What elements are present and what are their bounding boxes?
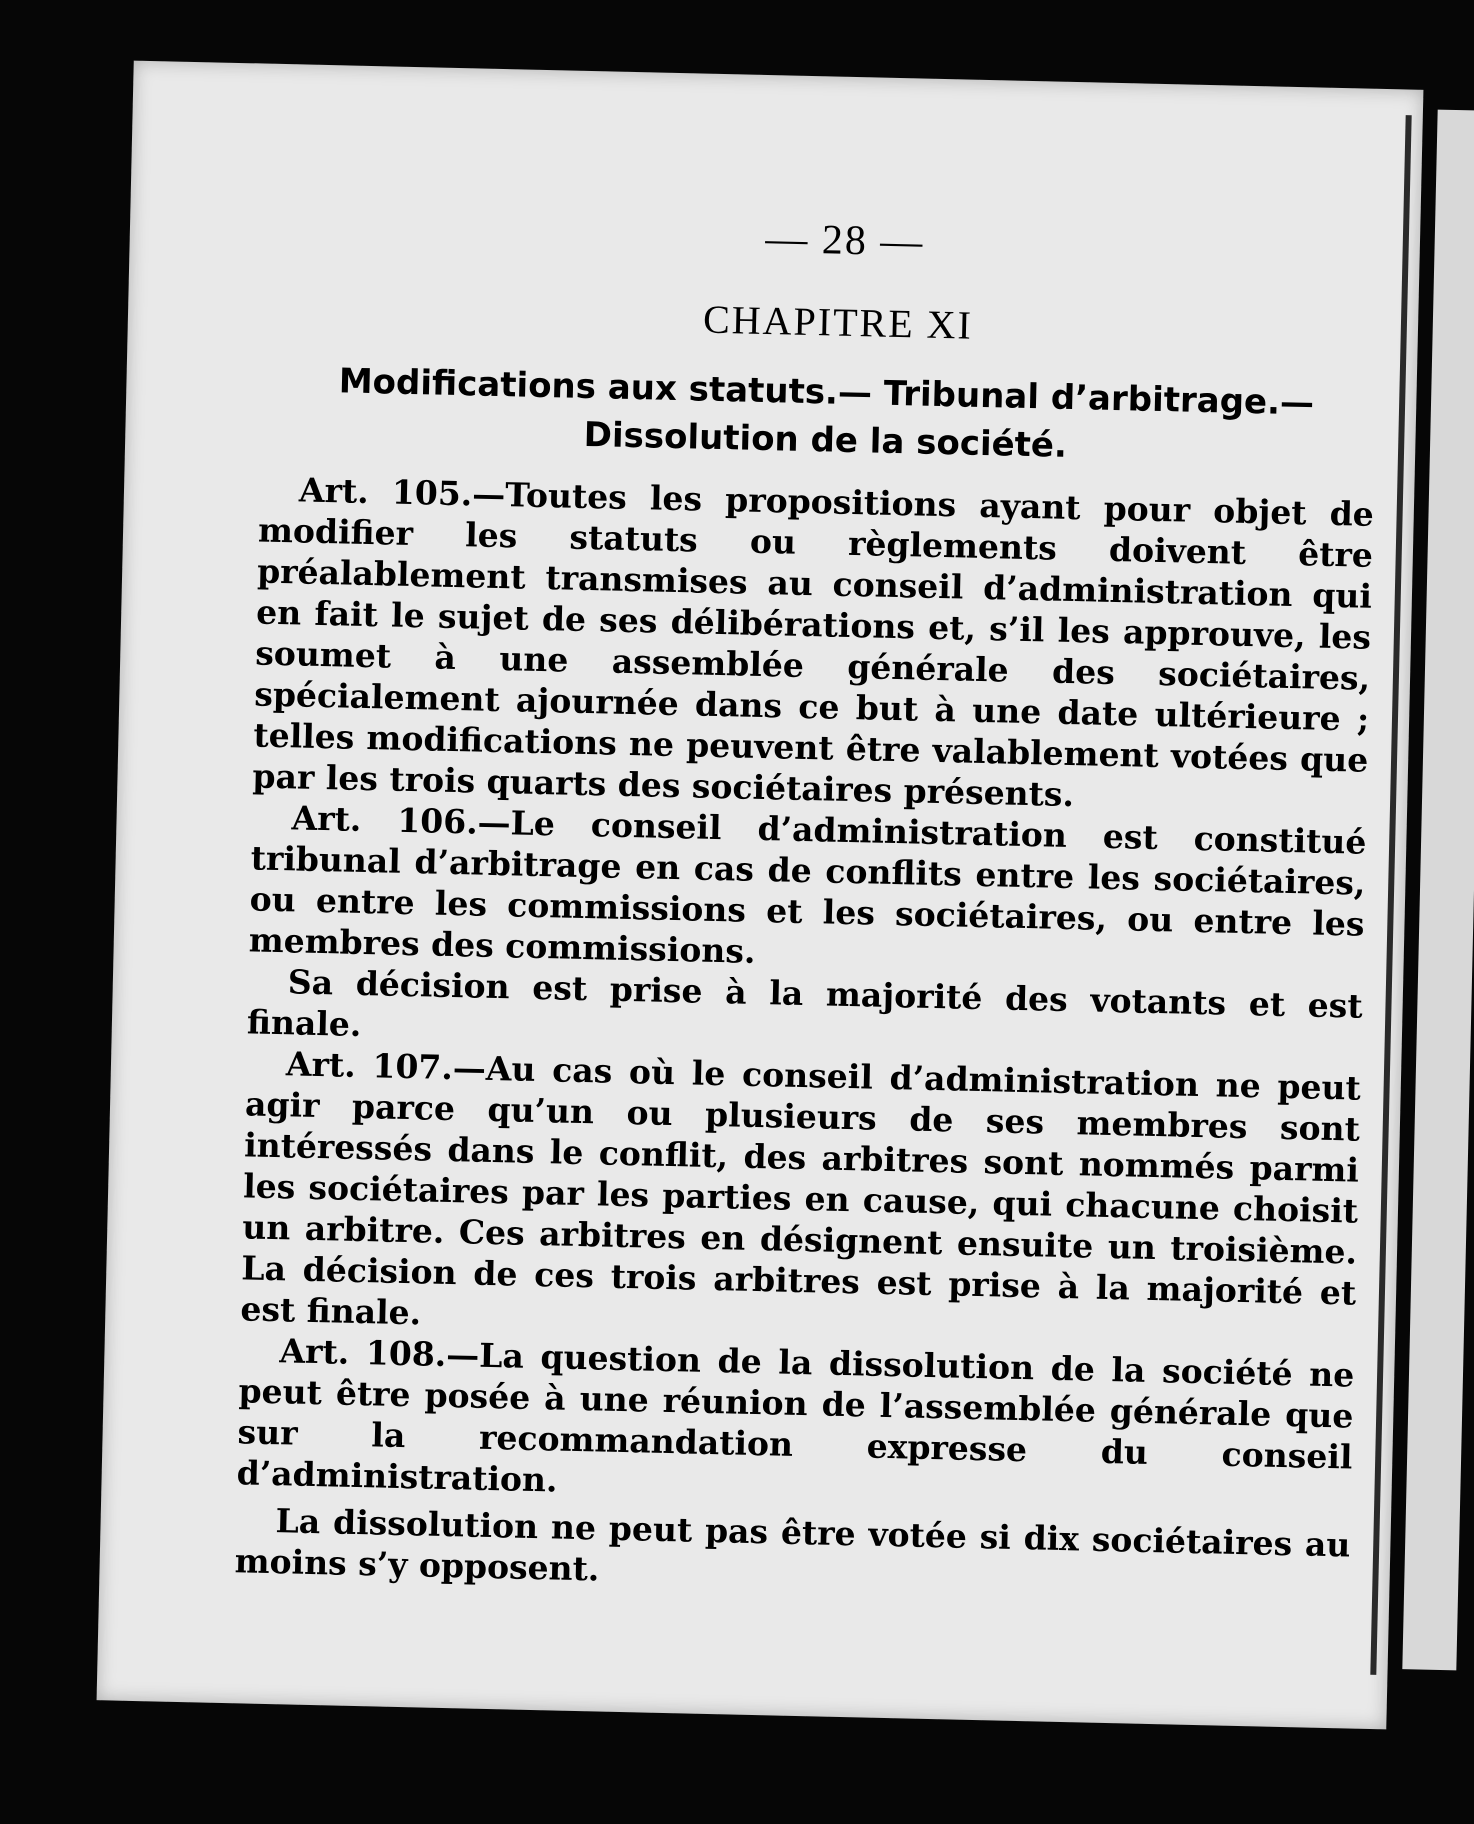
book-page [97, 61, 1424, 1730]
section-heading-line-2: Dissolution de la société. [583, 414, 1068, 466]
section-heading [260, 356, 1392, 478]
chapter-title: CHAPITRE XI [702, 296, 974, 348]
article-108-continued: La dissolution ne peut pas être votée si dix sociétaires au moins s’y opposent. [234, 1501, 1351, 1589]
article-105: Art. 105.—Toutes les propositions ayant pour objet de modifier les statuts ou règlements doivent être préalablement transmises au conseil d’administration qui en fait le sujet de ses délibérations et, s’il les approuve, les soumet à une assemblée générale des sociétaires, spécialement ajournée dans ce but à une date ultérieure ; telles modifications ne peuvent être valablement votées que par les trois quarts des sociétaires présents. [252, 470, 1375, 815]
article-107: Art. 107.—Au cas où le conseil d’administration ne peut agir parce qu’un ou plusieurs de ses membres sont intéressés dans le conflit, des arbitres sont nommés parmi les sociétaires par les parties en cause, qui chacune choisit un arbitre. Ces arbitres en désignent ensuite un troisième. La décision de ces trois arbitres est prise à la majorité et est finale. [240, 1044, 1362, 1333]
article-108: Art. 108.—La question de la dissolution de la société ne peut être posée à une réunion de l’assemblée générale que sur la recommandation expresse du conseil d’administration. [236, 1331, 1355, 1500]
article-body [234, 469, 1374, 1607]
section-heading-line-1: Modifications aux statuts.— Tribunal d’arbitrage.— [338, 361, 1315, 424]
article-106: Art. 106.—Le conseil d’administration est constitué tribunal d’arbitrage en cas de conflits entre les sociétaires, ou entre les commissions et les sociétaires, ou entre les membres des commissions. [248, 798, 1367, 971]
article-106-continued: Sa décision est prise à la majorité des votants et est finale. [246, 962, 1364, 1044]
page-number: — 28 — [764, 215, 925, 266]
